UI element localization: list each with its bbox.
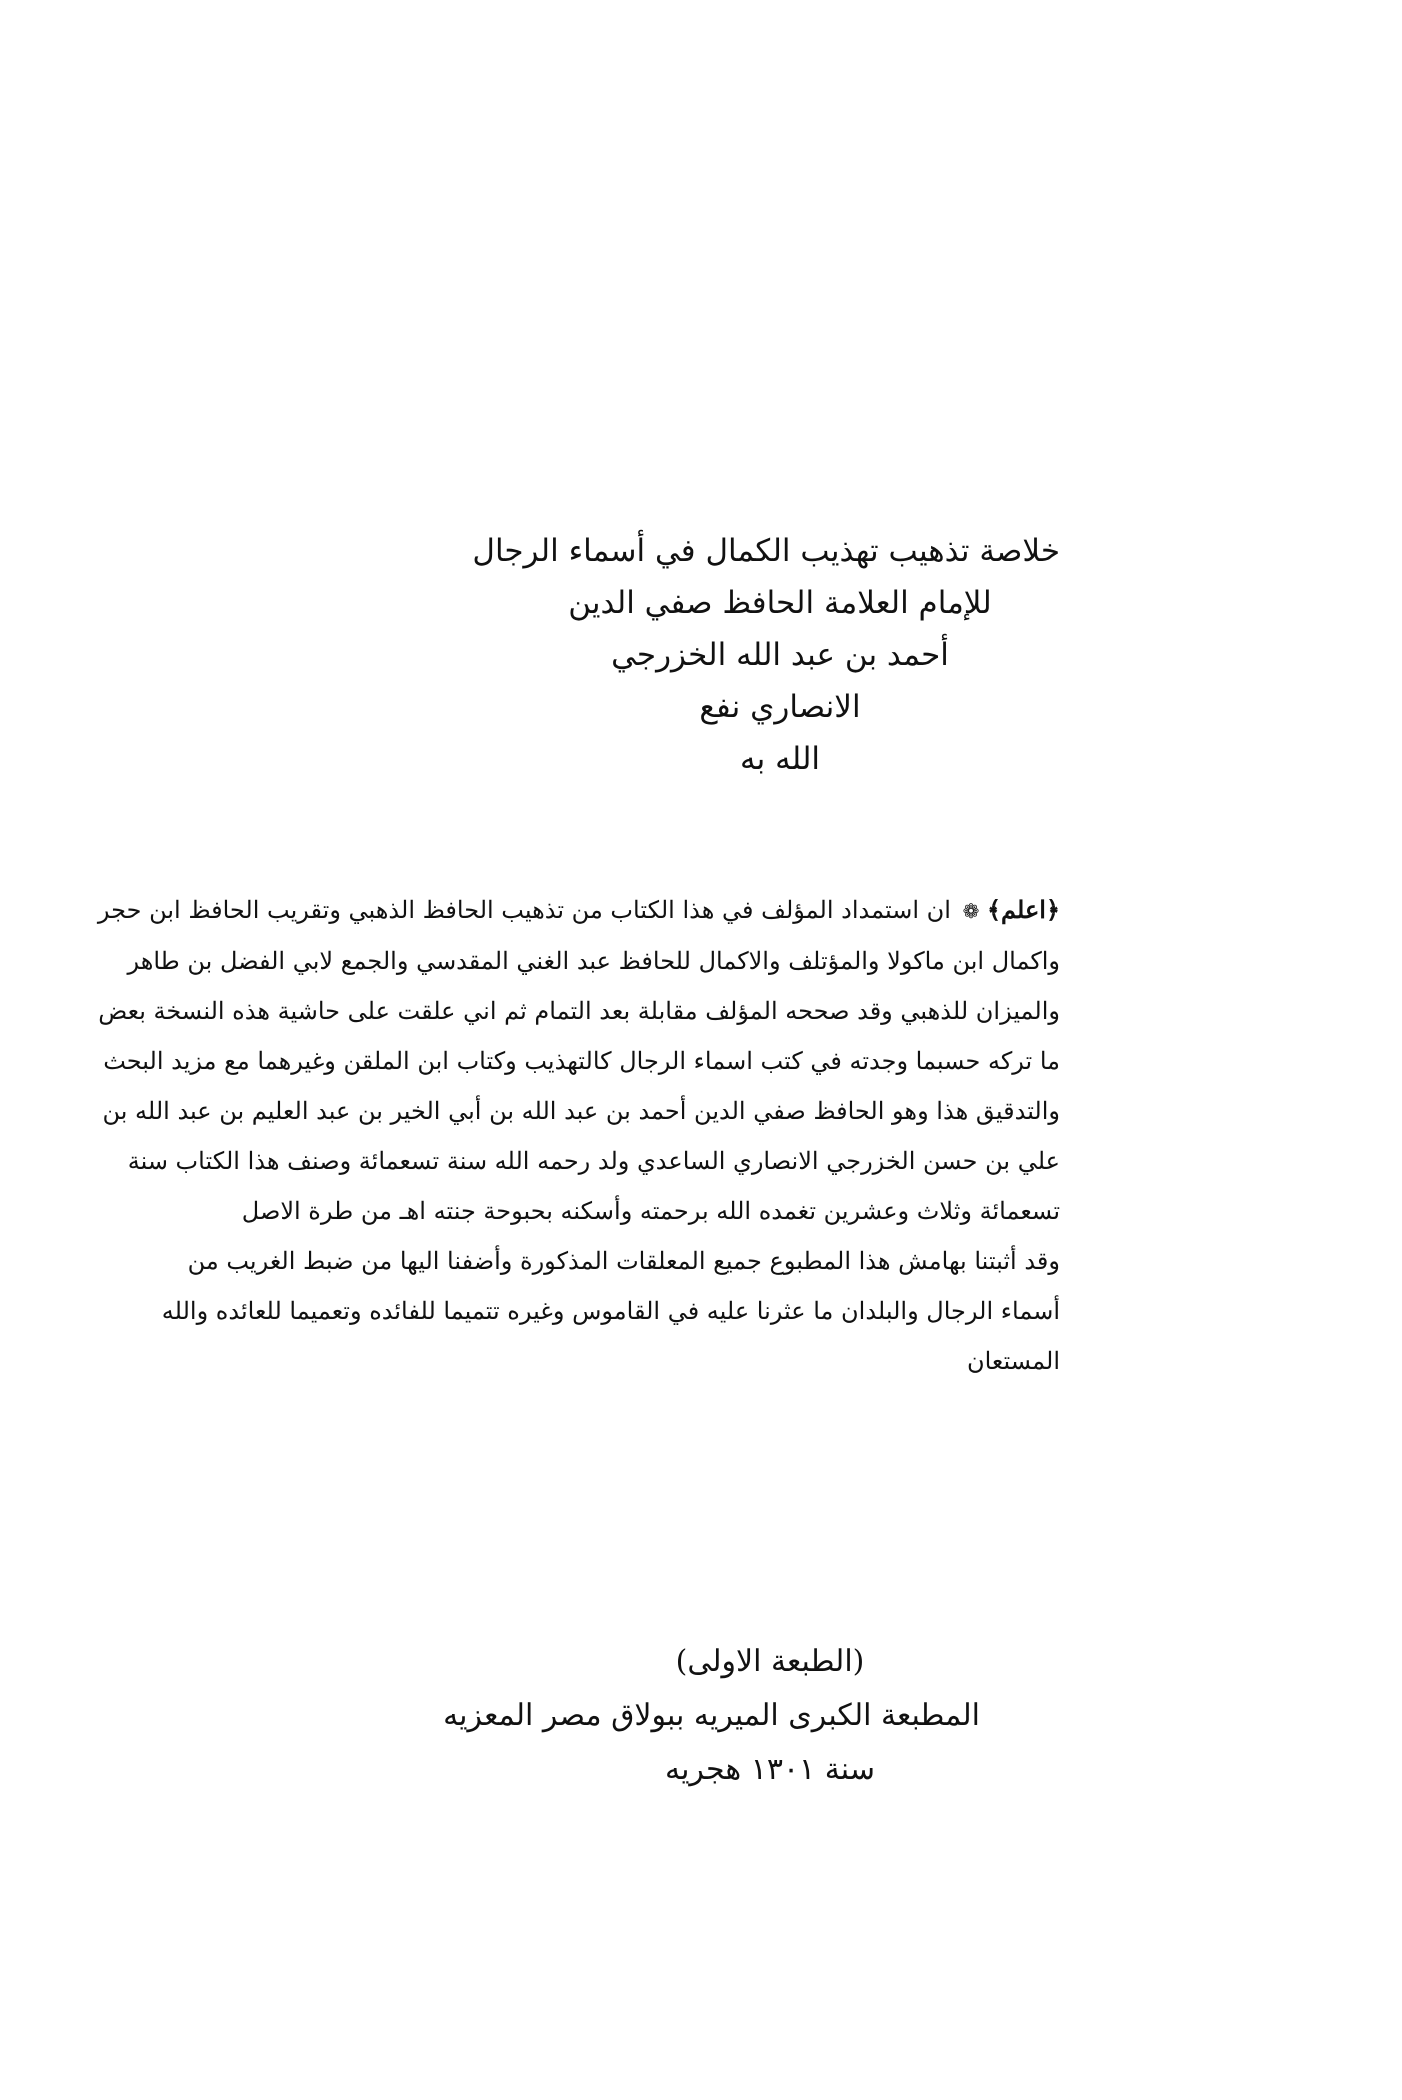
editor-note [97,885,1060,1386]
note-line-4: ما تركه حسبما وجدته في كتب اسماء الرجال كالتهذيب وكتاب ابن الملقن وغيرهما مع مزيد البحث [103,1047,1060,1075]
note-line-6: علي بن حسن الخزرجي الانصاري الساعدي ولد رحمه الله سنة تسعمائة وصنف هذا الكتاب سنة [127,1147,1060,1175]
note-line-9: أسماء الرجال والبلدان ما عثرنا عليه في القاموس وغيره تتميما للفائده وتعميما للعائده والله [161,1297,1060,1325]
lead-word: ﴿اعلم﴾ [986,895,1060,924]
note-line-5: والتدقيق هذا وهو الحافظ صفي الدين أحمد بن عبد الله بن أبي الخير بن عبد العليم بن عبد الله بن [102,1097,1060,1125]
book-title [472,525,1060,785]
note-line-2: واكمال ابن ماكولا والمؤتلف والاكمال للحافظ عبد الغني المقدسي والجمع لابي الفضل بن طاهر [127,947,1060,975]
publication-year: سنة ١٣٠١ هجريه [665,1752,875,1787]
flower-ornament-icon: ❁ [962,899,980,923]
title-line-4: الانصاري نفع [699,689,861,725]
edition-label: (الطبعة الاولى) [675,1644,865,1679]
lead-word-text: اعلم [1001,895,1046,924]
note-line-3: والميزان للذهبي وقد صححه المؤلف مقابلة بعد التمام ثم اني علقت على حاشية هذه النسخة بعض [98,997,1060,1025]
title-line-2: للإمام العلامة الحافظ صفي الدين [568,585,992,621]
note-line-1 [97,885,1060,936]
note-line-7: تسعمائة وثلاث وعشرين تغمده الله برحمته وأسكنه بحبوحة جنته اهـ من طرة الاصل [241,1197,1060,1225]
title-line-1: خلاصة تذهيب تهذيب الكمال في أسماء الرجال [472,533,1060,569]
title-line-5: الله به [739,741,821,777]
title-line-3: أحمد بن عبد الله الخزرجي [611,637,949,673]
imprint [443,1635,980,1797]
press-name: المطبعة الكبرى الميريه ببولاق مصر المعزيه [443,1698,980,1733]
note-line-10: المستعان [966,1347,1060,1375]
note-line-8: وقد أثبتنا بهامش هذا المطبوع جميع المعلقات المذكورة وأضفنا اليها من ضبط الغريب من [187,1247,1060,1275]
note-line-1-text: ان استمداد المؤلف في هذا الكتاب من تذهيب الحافظ الذهبي وتقريب الحافظ ابن حجر [97,896,951,924]
